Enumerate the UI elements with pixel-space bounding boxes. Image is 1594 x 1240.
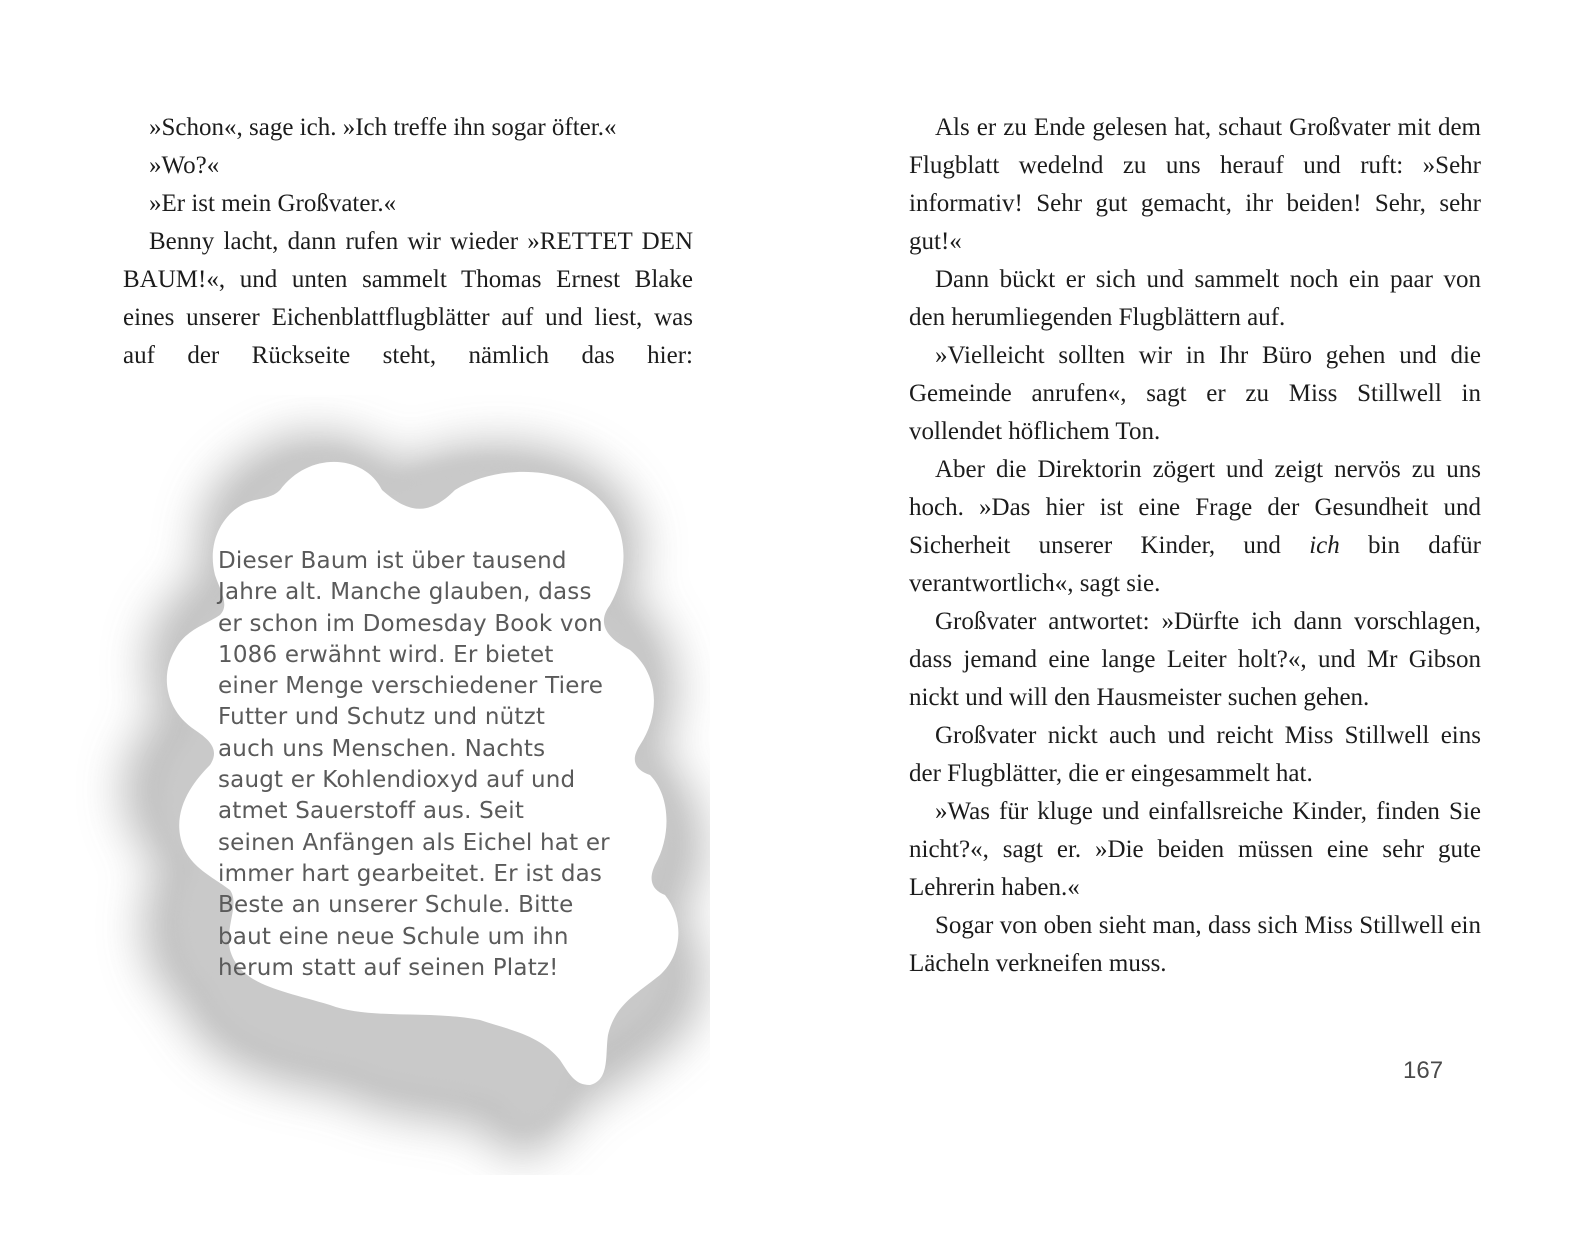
- paragraph: »Was für kluge und einfallsreiche Kinder, finden Sie nicht?«, sagt er. »Die beiden müssen eine sehr gute Lehrerin haben.«: [909, 798, 1481, 901]
- flyer-line: er schon im Domesday Book von: [218, 610, 603, 637]
- emphasis: ich: [1309, 532, 1340, 559]
- right-page: [797, 0, 1594, 1240]
- flyer-line: Beste an unserer Schule. Bitte: [218, 892, 574, 919]
- paragraph: »Er ist mein Großvater.«: [149, 190, 397, 217]
- paragraph: »Schon«, sage ich. »Ich treffe ihn sogar öfter.«: [149, 114, 617, 141]
- flyer-line: auch uns Menschen. Nachts: [218, 735, 546, 762]
- flyer-line: 1086 erwähnt wird. Er bietet: [218, 641, 554, 668]
- flyer-line: atmet Sauerstoff aus. Seit: [218, 798, 525, 825]
- text-run: Aber die Direktorin zögert und zeigt nervös zu uns hoch. »Das hier ist eine Frage der Gesundheit und Sicherheit unserer Kinder, und: [909, 456, 1481, 559]
- paragraph: Dann bückt er sich und sammelt noch ein paar von den herumliegenden Flugblättern auf.: [909, 266, 1481, 331]
- flyer-line: saugt er Kohlendioxyd auf und: [218, 767, 576, 794]
- paragraph: Großvater antwortet: »Dürfte ich dann vorschlagen, dass jemand eine lange Leiter holt?«, und Mr Gibson nickt und will den Hausmeister suchen gehen.: [909, 608, 1481, 711]
- right-page-text: [909, 109, 1481, 983]
- flyer-line: Dieser Baum ist über tausend: [218, 548, 567, 574]
- flyer-line: Futter und Schutz und nützt: [218, 704, 546, 731]
- text-run: bin dafür verantwortlich«, sagt sie.: [909, 532, 1481, 597]
- paragraph: Sogar von oben sieht man, dass sich Miss Stillwell ein Lächeln verkneifen muss.: [909, 912, 1481, 977]
- flyer-line: Jahre alt. Manche glauben, dass: [218, 579, 592, 606]
- flyer-line: einer Menge verschiedener Tiere: [218, 673, 604, 700]
- flyer-line: immer hart gearbeitet. Er ist das: [218, 860, 603, 887]
- flyer-line: seinen Anfängen als Eichel hat er: [218, 829, 610, 856]
- paragraph: »Vielleicht sollten wir in Ihr Büro gehen und die Gemeinde anrufen«, sagt er zu Miss Stillwell in vollendet höflichem Ton.: [909, 342, 1481, 445]
- flyer-line: baut eine neue Schule um ihn: [218, 923, 569, 950]
- left-page-text: [123, 109, 693, 375]
- page-number: 167: [1403, 1057, 1444, 1084]
- paragraph: [909, 451, 1481, 603]
- paragraph: Benny lacht, dann rufen wir wieder »RETTET DEN BAUM!«, und unten sammelt Thomas Ernest Blake eines unserer Eichenblattflugblätter auf und liest, was auf der Rückseite steht, nämlich das hier:: [123, 228, 693, 369]
- leaf-flyer-text: [218, 546, 638, 984]
- paragraph: Als er zu Ende gelesen hat, schaut Großvater mit dem Flugblatt wedelnd zu uns herauf und ruft: »Sehr informativ! Sehr gut gemacht, ihr beiden! Sehr, sehr gut!«: [909, 114, 1481, 255]
- paragraph: Großvater nickt auch und reicht Miss Stillwell eins der Flugblätter, die er eingesammelt hat.: [909, 722, 1481, 787]
- flyer-line: herum statt auf seinen Platz!: [218, 954, 559, 981]
- paragraph: »Wo?«: [149, 152, 220, 179]
